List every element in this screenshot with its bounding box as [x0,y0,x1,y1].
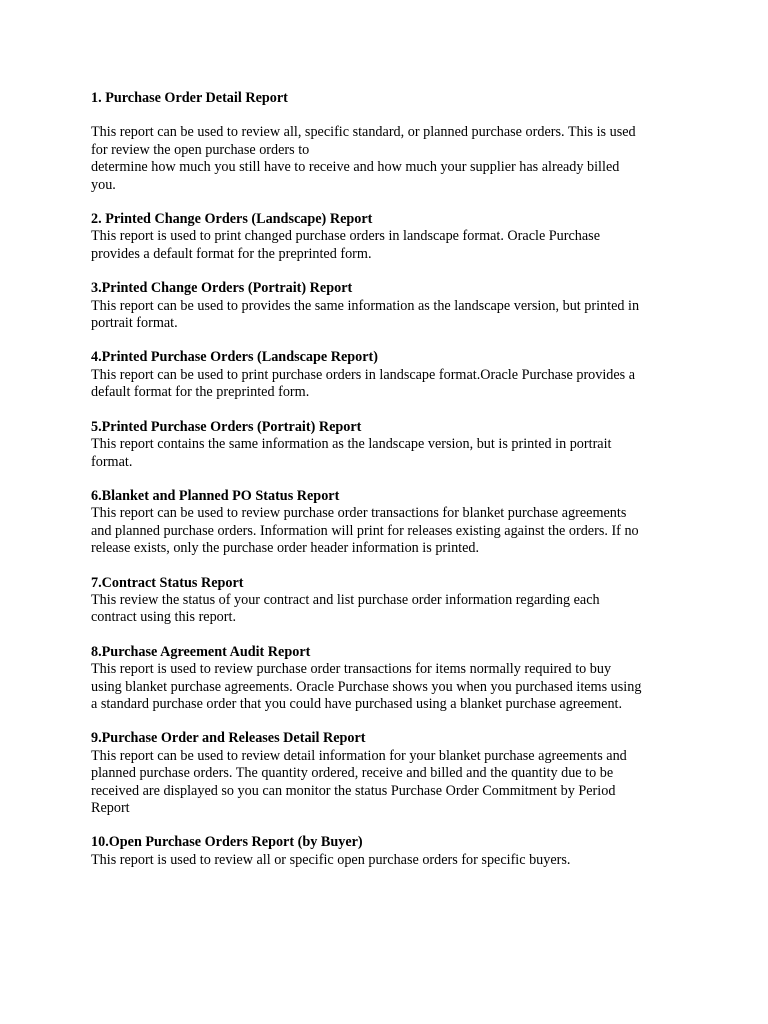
section-text-line: This report is used to print changed purchase orders in landscape format. Oracle Purchase [91,228,600,245]
section-text-line: you. [91,176,116,193]
section-text-line: using blanket purchase agreements. Oracle Purchase shows you when you purchased items using [91,678,642,695]
report-section-3 [91,280,691,332]
section-text-line: for review the open purchase orders to [91,141,310,158]
report-section-5 [91,419,691,471]
report-section-8 [91,644,691,714]
report-section-9 [91,730,691,817]
section-text-line: release exists, only the purchase order header information is printed. [91,540,480,557]
report-section-1 [91,90,691,194]
section-heading: 8.Purchase Agreement Audit Report [91,643,311,660]
section-text-line: determine how much you still have to receive and how much your supplier has already billed [91,159,620,176]
section-text-line: provides a default format for the preprinted form. [91,245,372,262]
section-heading: 5.Printed Purchase Orders (Portrait) Report [91,418,362,435]
section-heading: 7.Contract Status Report [91,574,244,591]
section-text-line: and planned purchase orders. Information will print for releases existing against the orders. If no [91,522,639,539]
section-heading: 2. Printed Change Orders (Landscape) Report [91,211,373,228]
section-text-line: format. [91,453,133,470]
report-section-10 [91,834,691,869]
report-section-4 [91,349,691,401]
section-text-line: default format for the preprinted form. [91,384,310,401]
section-text-line: This report is used to review all or specific open purchase orders for specific buyers. [91,851,571,868]
section-heading: 9.Purchase Order and Releases Detail Report [91,730,366,747]
section-heading: 4.Printed Purchase Orders (Landscape Report) [91,349,379,366]
report-section-7 [91,575,691,627]
section-heading: 6.Blanket and Planned PO Status Report [91,487,340,504]
section-text-line: This report can be used to review all, specific standard, or planned purchase orders. This is used [91,124,636,141]
section-heading: 10.Open Purchase Orders Report (by Buyer) [91,834,363,851]
section-heading: 1. Purchase Order Detail Report [91,90,288,106]
section-text-line: a standard purchase order that you could have purchased using a blanket purchase agreement. [91,695,623,712]
section-text-line: This report contains the same information as the landscape version, but is printed in portrait [91,436,612,453]
section-heading: 3.Printed Change Orders (Portrait) Report [91,280,353,297]
section-text-line: This review the status of your contract and list purchase order information regarding each [91,591,600,608]
section-text-line: received are displayed so you can monitor the status Purchase Order Commitment by Period [91,782,616,799]
report-section-6 [91,488,691,558]
section-text-line: contract using this report. [91,609,236,626]
report-section-2 [91,211,691,263]
section-text-line: This report can be used to print purchase orders in landscape format.Oracle Purchase provides a [91,366,636,383]
section-text-line: This report can be used to review purchase order transactions for blanket purchase agreements [91,505,627,522]
section-text-line: Report [91,800,130,816]
section-text-line: planned purchase orders. The quantity ordered, receive and billed and the quantity due to be [91,765,614,782]
section-text-line: This report is used to review purchase order transactions for items normally required to buy [91,661,612,678]
section-text-line: This report can be used to review detail information for your blanket purchase agreements and [91,747,627,764]
section-text-line: portrait format. [91,315,178,332]
section-text-line: This report can be used to provides the same information as the landscape version, but printed in [91,297,640,314]
document-body [91,90,691,886]
